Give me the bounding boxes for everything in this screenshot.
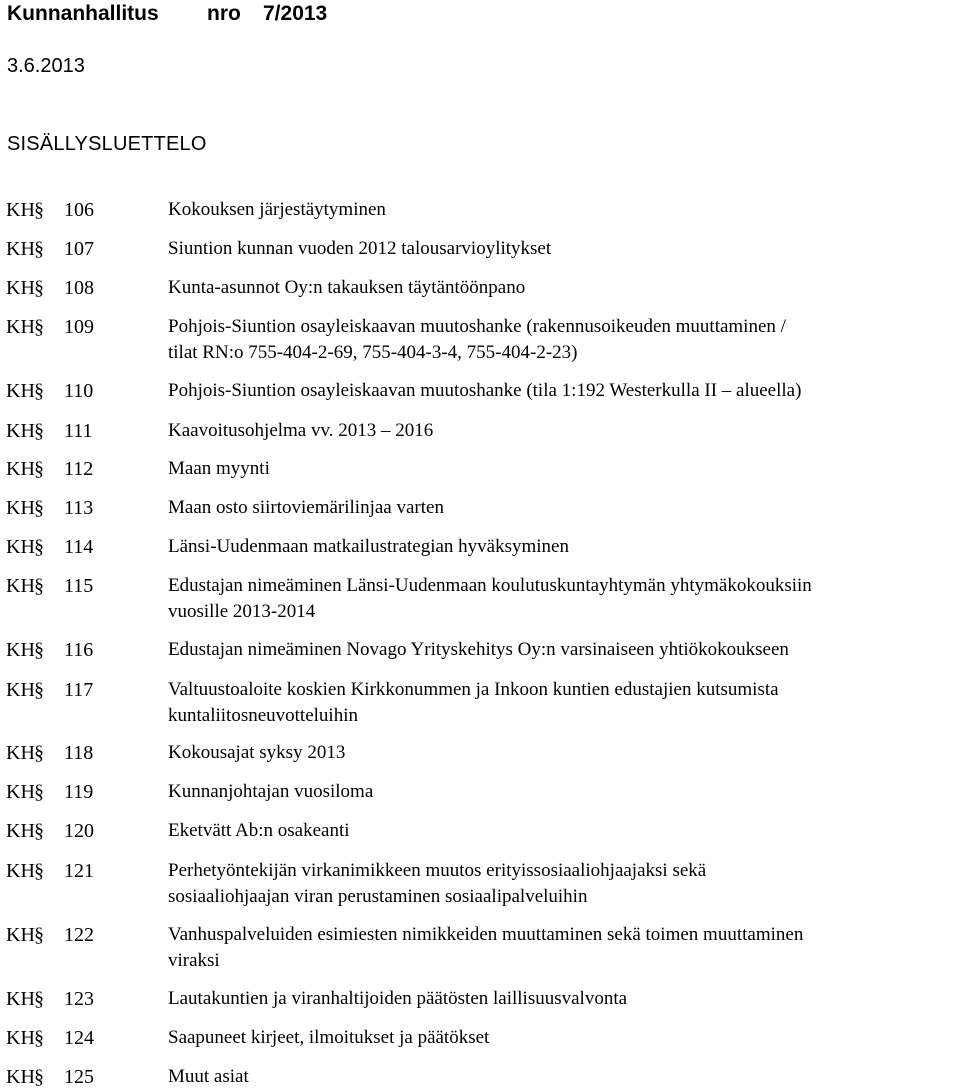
section-number — [6, 637, 93, 663]
section-prefix: KH — [6, 575, 35, 597]
section-title-line: Edustajan nimeäminen Novago Yrityskehitys Oy:n varsinaiseen yhtiökokoukseen — [168, 639, 789, 660]
section-title-line: viraksi — [168, 950, 220, 971]
section-prefix: KH — [6, 497, 35, 519]
section-sign: § — [34, 924, 44, 946]
section-id: 125 — [64, 1066, 94, 1088]
section-title-line: Länsi-Uudenmaan matkailustrategian hyväksyminen — [168, 536, 569, 557]
section-id: 113 — [64, 497, 94, 519]
section-id: 111 — [64, 420, 93, 442]
section-sign: § — [34, 820, 44, 842]
section-sign: § — [34, 781, 44, 803]
section-title-line: kuntaliitosneuvotteluihin — [168, 705, 358, 726]
section-sign: § — [34, 420, 44, 442]
section-title-line: Edustajan nimeäminen Länsi-Uudenmaan koulutuskuntayhtymän yhtymäkokouksiin — [168, 575, 812, 596]
section-title-line: Kunta-asunnot Oy:n takauksen täytäntöönpano — [168, 277, 526, 298]
section-id: 106 — [64, 199, 94, 221]
section-id: 116 — [64, 639, 94, 661]
section-id: 112 — [64, 458, 94, 480]
section-prefix: KH — [6, 988, 35, 1010]
section-prefix: KH — [6, 199, 35, 221]
section-title — [168, 677, 960, 729]
section-number — [6, 986, 94, 1012]
section-sign: § — [34, 199, 44, 221]
toc-title: SISÄLLYSLUETTELO — [7, 133, 207, 155]
section-number — [6, 456, 93, 482]
section-sign: § — [34, 575, 44, 597]
section-sign: § — [34, 1066, 44, 1088]
number-label: nro — [207, 2, 241, 25]
section-title — [168, 1064, 960, 1090]
section-id: 123 — [64, 988, 94, 1010]
section-title — [168, 314, 960, 366]
section-number — [6, 378, 93, 404]
section-sign: § — [34, 860, 44, 882]
section-sign: § — [34, 1027, 44, 1049]
section-title — [168, 858, 960, 910]
section-title — [168, 986, 960, 1012]
meeting-date: 3.6.2013 — [7, 55, 85, 77]
section-id: 115 — [64, 575, 94, 597]
section-title-line: Kokouksen järjestäytyminen — [168, 199, 386, 220]
section-title-line: Lautakuntien ja viranhaltijoiden päätösten laillisuusvalvonta — [168, 988, 628, 1009]
document-header — [7, 0, 327, 28]
section-id: 121 — [64, 860, 94, 882]
section-number — [6, 1064, 94, 1090]
section-title — [168, 236, 960, 262]
section-number — [6, 740, 93, 766]
section-title — [168, 779, 960, 805]
section-id: 119 — [64, 781, 94, 803]
section-prefix: KH — [6, 1027, 35, 1049]
section-prefix: KH — [6, 924, 35, 946]
section-title — [168, 922, 960, 974]
section-title-line: Muut asiat — [168, 1066, 249, 1087]
section-sign: § — [34, 536, 44, 558]
section-prefix: KH — [6, 820, 35, 842]
section-id: 114 — [64, 536, 94, 558]
section-title-line: Maan osto siirtoviemärilinjaa varten — [168, 497, 444, 518]
section-number — [6, 922, 94, 948]
section-id: 118 — [64, 742, 94, 764]
section-title — [168, 818, 960, 844]
section-prefix: KH — [6, 458, 35, 480]
section-number — [6, 818, 94, 844]
section-title-line: Valtuustoaloite koskien Kirkkonummen ja Inkoon kuntien edustajien kutsumista — [168, 679, 779, 700]
section-prefix: KH — [6, 639, 35, 661]
section-title — [168, 495, 960, 521]
section-sign: § — [34, 988, 44, 1010]
section-sign: § — [34, 316, 44, 338]
section-number — [6, 495, 93, 521]
section-title — [168, 275, 960, 301]
section-sign: § — [34, 679, 44, 701]
organization-name: Kunnanhallitus — [7, 2, 159, 25]
section-title — [168, 637, 960, 663]
section-id: 122 — [64, 924, 94, 946]
section-title — [168, 378, 960, 404]
section-title — [168, 534, 960, 560]
section-id: 107 — [64, 238, 94, 260]
section-title — [168, 418, 960, 444]
section-title-line: tilat RN:o 755-404-2-69, 755-404-3-4, 755-404-2-23) — [168, 342, 578, 363]
section-number — [6, 275, 94, 301]
section-sign: § — [34, 277, 44, 299]
section-title — [168, 573, 960, 625]
section-prefix: KH — [6, 238, 35, 260]
section-number — [6, 677, 93, 703]
section-sign: § — [34, 238, 44, 260]
section-id: 120 — [64, 820, 94, 842]
section-number — [6, 858, 94, 884]
section-title-line: Kokousajat syksy 2013 — [168, 742, 346, 763]
section-number — [6, 314, 94, 340]
section-prefix: KH — [6, 536, 35, 558]
section-title-line: Maan myynti — [168, 458, 270, 479]
section-title — [168, 740, 960, 766]
section-number — [6, 534, 93, 560]
section-title-line: Saapuneet kirjeet, ilmoitukset ja päätökset — [168, 1027, 490, 1048]
section-prefix: KH — [6, 679, 35, 701]
section-title-line: vuosille 2013-2014 — [168, 601, 316, 622]
section-id: 109 — [64, 316, 94, 338]
section-number — [6, 1025, 94, 1051]
section-title-line: Siuntion kunnan vuoden 2012 talousarvioylitykset — [168, 238, 552, 259]
section-title-line: Pohjois-Siuntion osayleiskaavan muutoshanke (tila 1:192 Westerkulla II – alueella) — [168, 380, 802, 401]
section-number — [6, 418, 93, 444]
section-title-line: Kaavoitusohjelma vv. 2013 – 2016 — [168, 420, 434, 441]
section-title-line: Vanhuspalveluiden esimiesten nimikkeiden muuttaminen sekä toimen muuttaminen — [168, 924, 804, 945]
section-prefix: KH — [6, 781, 35, 803]
section-title — [168, 1025, 960, 1051]
section-sign: § — [34, 742, 44, 764]
section-sign: § — [34, 458, 44, 480]
section-prefix: KH — [6, 742, 35, 764]
section-title-line: Perhetyöntekijän virkanimikkeen muutos erityissosiaaliohjaajaksi sekä — [168, 860, 707, 881]
section-sign: § — [34, 380, 44, 402]
meeting-number: 7/2013 — [263, 2, 328, 25]
section-number — [6, 236, 94, 262]
section-prefix: KH — [6, 420, 35, 442]
section-prefix: KH — [6, 860, 35, 882]
section-prefix: KH — [6, 1066, 35, 1088]
section-sign: § — [34, 639, 44, 661]
section-number — [6, 573, 93, 599]
section-prefix: KH — [6, 316, 35, 338]
section-title — [168, 456, 960, 482]
section-number — [6, 779, 93, 805]
section-prefix: KH — [6, 380, 35, 402]
section-id: 110 — [64, 380, 94, 402]
section-sign: § — [34, 497, 44, 519]
section-id: 108 — [64, 277, 94, 299]
section-id: 117 — [64, 679, 94, 701]
section-title-line: Kunnanjohtajan vuosiloma — [168, 781, 374, 802]
section-number — [6, 197, 94, 223]
section-title — [168, 197, 960, 223]
section-prefix: KH — [6, 277, 35, 299]
section-id: 124 — [64, 1027, 94, 1049]
section-title-line: sosiaaliohjaajan viran perustaminen sosiaalipalveluihin — [168, 886, 588, 907]
section-title-line: Pohjois-Siuntion osayleiskaavan muutoshanke (rakennusoikeuden muuttaminen / — [168, 316, 786, 337]
section-title-line: Eketvätt Ab:n osakeanti — [168, 820, 350, 841]
